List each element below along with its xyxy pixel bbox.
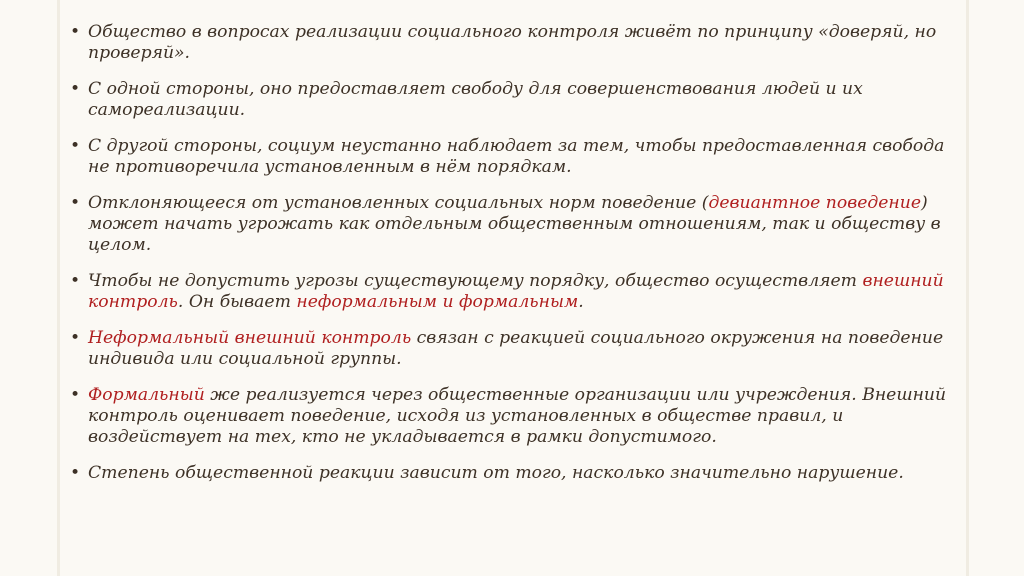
highlighted-term: внешний контроль: [88, 271, 944, 312]
bullet-text: связан с реакцией социального окружения на поведение индивида или социальной группы.: [88, 328, 944, 369]
bullet-item: [68, 136, 958, 178]
bullet-item: [68, 193, 958, 256]
highlighted-term: девиантное поведение: [708, 193, 921, 213]
bullet-item: [68, 271, 958, 313]
bullet-dot-icon: •: [70, 22, 81, 42]
highlighted-term: Неформальный внешний контроль: [88, 328, 412, 348]
bullet-text: ) может начать угрожать как отдельным общественным отношениям, так и обществу в целом.: [88, 193, 941, 255]
bullet-dot-icon: •: [70, 271, 81, 291]
bullet-dot-icon: •: [70, 193, 81, 213]
right-border-line: [966, 0, 969, 576]
bullet-text: Отклоняющееся от установленных социальных норм поведение (: [88, 193, 709, 213]
slide-content: [68, 22, 958, 484]
bullet-item: [68, 328, 958, 370]
highlighted-term: неформальным и формальным: [296, 292, 579, 312]
bullet-list: [68, 22, 958, 484]
bullet-dot-icon: •: [70, 79, 81, 99]
bullet-dot-icon: •: [70, 136, 81, 156]
bullet-text: Чтобы не допустить угрозы существующему порядку, общество осуществляет: [88, 271, 863, 291]
bullet-item: [68, 385, 958, 448]
highlighted-term: Формальный: [88, 385, 205, 405]
bullet-dot-icon: •: [70, 463, 81, 483]
bullet-text: . Он бывает: [177, 292, 297, 312]
bullet-item: [68, 463, 958, 484]
bullet-text: же реализуется через общественные организации или учреждения. Внешний контроль оценивает поведение, исходя из установленных в обществе правил, и воздействует на тех, кто не укладывается в рамки допустимого.: [88, 385, 947, 447]
bullet-item: [68, 79, 958, 121]
bullet-text: С другой стороны, социум неустанно наблюдает за тем, чтобы предоставленная свобода не противоречила установленным в нём порядкам.: [88, 136, 945, 177]
bullet-item: [68, 22, 958, 64]
bullet-text: С одной стороны, оно предоставляет свободу для совершенствования людей и их самореализации.: [88, 79, 863, 120]
bullet-dot-icon: •: [70, 328, 81, 348]
bullet-text: .: [578, 292, 584, 312]
bullet-dot-icon: •: [70, 385, 81, 405]
bullet-text: Общество в вопросах реализации социального контроля живёт по принципу «доверяй, но проверяй».: [88, 22, 937, 63]
bullet-text: Степень общественной реакции зависит от того, насколько значительно нарушение.: [88, 463, 904, 483]
left-border-line: [57, 0, 60, 576]
